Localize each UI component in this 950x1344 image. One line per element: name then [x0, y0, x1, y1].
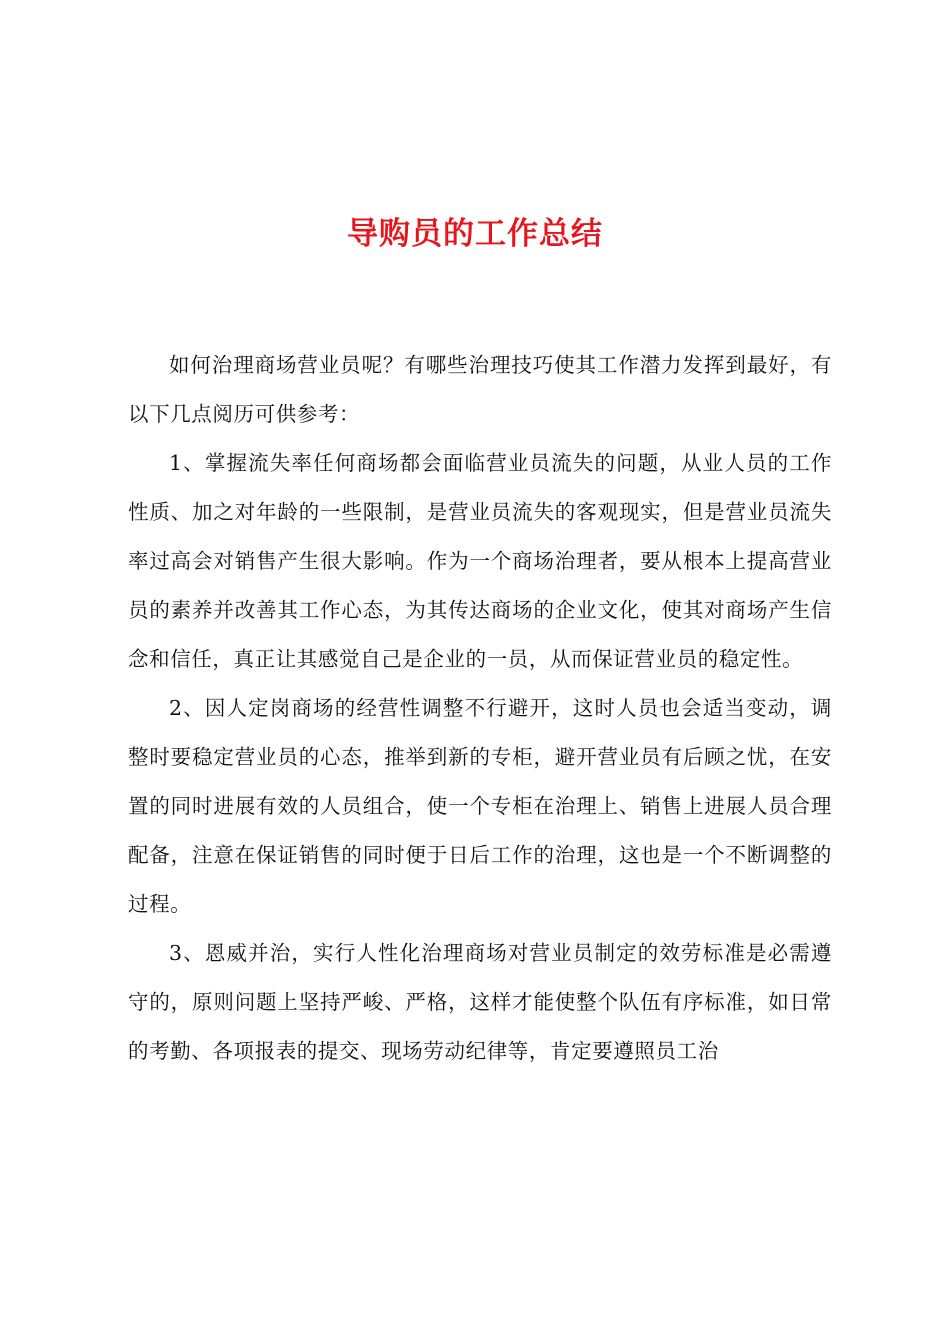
paragraph-2: 2、因人定岗商场的经营性调整不行避开，这时人员也会适当变动，调整时要稳定营业员的心态，推举到新的专柜，避开营业员有后顾之忧，在安置的同时进展有效的人员组合，使一个专柜在治理上、销售上进展人员合理配备，注意在保证销售的同时便于日后工作的治理，这也是一个不断调整的过程。	[128, 696, 832, 916]
paragraph-intro: 如何治理商场营业员呢？有哪些治理技巧使其工作潜力发挥到最好，有以下几点阅历可供参考：	[128, 353, 832, 426]
document-title: 导购员的工作总结	[347, 216, 603, 252]
paragraph-1: 1、掌握流失率任何商场都会面临营业员流失的问题，从业人员的工作性质、加之对年龄的一些限制，是营业员流失的客观现实，但是营业员流失率过高会对销售产生很大影响。作为一个商场治理者，要从根本上提高营业员的素养并改善其工作心态，为其传达商场的企业文化，使其对商场产生信念和信任，真正让其感觉自己是企业的一员，从而保证营业员的稳定性。	[128, 451, 832, 671]
document-body	[128, 341, 832, 1076]
paragraph-3: 3、恩威并治，实行人性化治理商场对营业员制定的效劳标准是必需遵守的，原则问题上坚持严峻、严格，这样才能使整个队伍有序标准，如日常的考勤、各项报表的提交、现场劳动纪律等，肯定要遵照员工治	[128, 941, 832, 1063]
